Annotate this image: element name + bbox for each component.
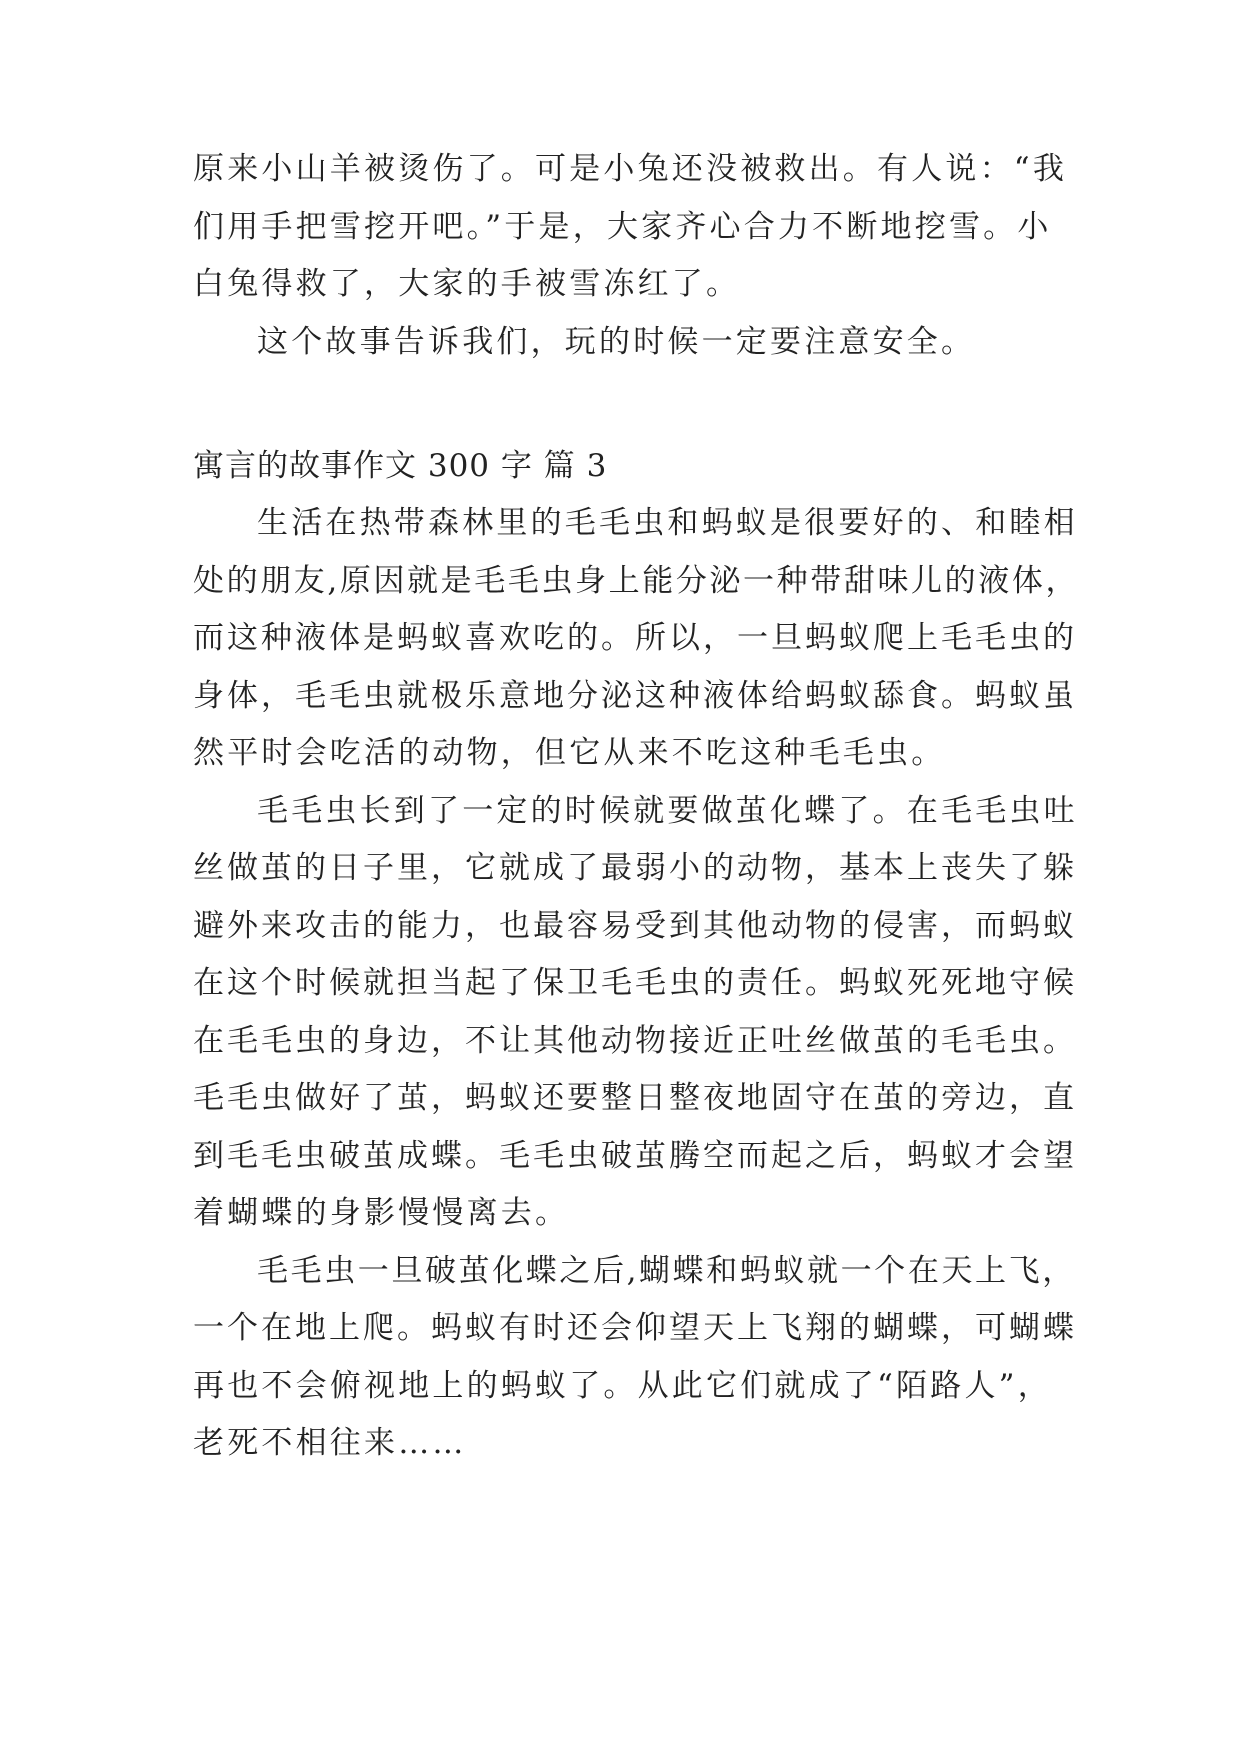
paragraph-2-line-4: 在这个时候就担当起了保卫毛毛虫的责任。蚂蚁死死地守候 — [193, 965, 1077, 1001]
paragraph-2-line-3: 避外来攻击的能力，也最容易受到其他动物的侵害，而蚂蚁 — [193, 908, 1077, 944]
paragraph-1-line-4: 身体，毛毛虫就极乐意地分泌这种液体给蚂蚁舔食。蚂蚁虽 — [193, 678, 1077, 714]
paragraph-2-line-1: 毛毛虫长到了一定的时候就要做茧化蝶了。在毛毛虫吐 — [257, 793, 1078, 829]
paragraph-3-line-4: 老死不相往来…… — [193, 1425, 467, 1461]
paragraph-1-line-2: 处的朋友,原因就是毛毛虫身上能分泌一种带甜味儿的液体， — [193, 563, 1080, 599]
moral-line: 这个故事告诉我们，玩的时候一定要注意安全。 — [257, 324, 976, 360]
paragraph-3-line-2: 一个在地上爬。蚂蚁有时还会仰望天上飞翔的蝴蝶，可蝴蝶 — [193, 1310, 1077, 1346]
paragraph-1-line-1: 生活在热带森林里的毛毛虫和蚂蚁是很要好的、和睦相 — [257, 505, 1078, 541]
paragraph-2-line-5: 在毛毛虫的身边，不让其他动物接近正吐丝做茧的毛毛虫。 — [193, 1023, 1077, 1059]
intro-line-2: 们用手把雪挖开吧。”于是，大家齐心合力不断地挖雪。小 — [193, 209, 1052, 245]
paragraph-2-line-2: 丝做茧的日子里，它就成了最弱小的动物，基本上丧失了躲 — [193, 850, 1077, 886]
intro-line-3: 白兔得救了，大家的手被雪冻红了。 — [193, 266, 741, 302]
paragraph-1-line-5: 然平时会吃活的动物，但它从来不吃这种毛毛虫。 — [193, 735, 946, 771]
paragraph-3-line-1: 毛毛虫一旦破茧化蝶之后,蝴蝶和蚂蚁就一个在天上飞， — [257, 1253, 1076, 1289]
paragraph-1-line-3: 而这种液体是蚂蚁喜欢吃的。所以，一旦蚂蚁爬上毛毛虫的 — [193, 620, 1077, 656]
paragraph-2-line-7: 到毛毛虫破茧成蝶。毛毛虫破茧腾空而起之后，蚂蚁才会望 — [193, 1138, 1077, 1174]
paragraph-2-line-6: 毛毛虫做好了茧，蚂蚁还要整日整夜地固守在茧的旁边，直 — [193, 1080, 1077, 1116]
paragraph-2-line-8: 着蝴蝶的身影慢慢离去。 — [193, 1195, 570, 1231]
paragraph-3-line-3: 再也不会俯视地上的蚂蚁了。从此它们就成了“陌路人”， — [193, 1368, 1052, 1404]
intro-line-1: 原来小山羊被烫伤了。可是小兔还没被救出。有人说：“我 — [193, 151, 1068, 187]
section-heading: 寓言的故事作文 300 字 篇 3 — [193, 448, 608, 484]
